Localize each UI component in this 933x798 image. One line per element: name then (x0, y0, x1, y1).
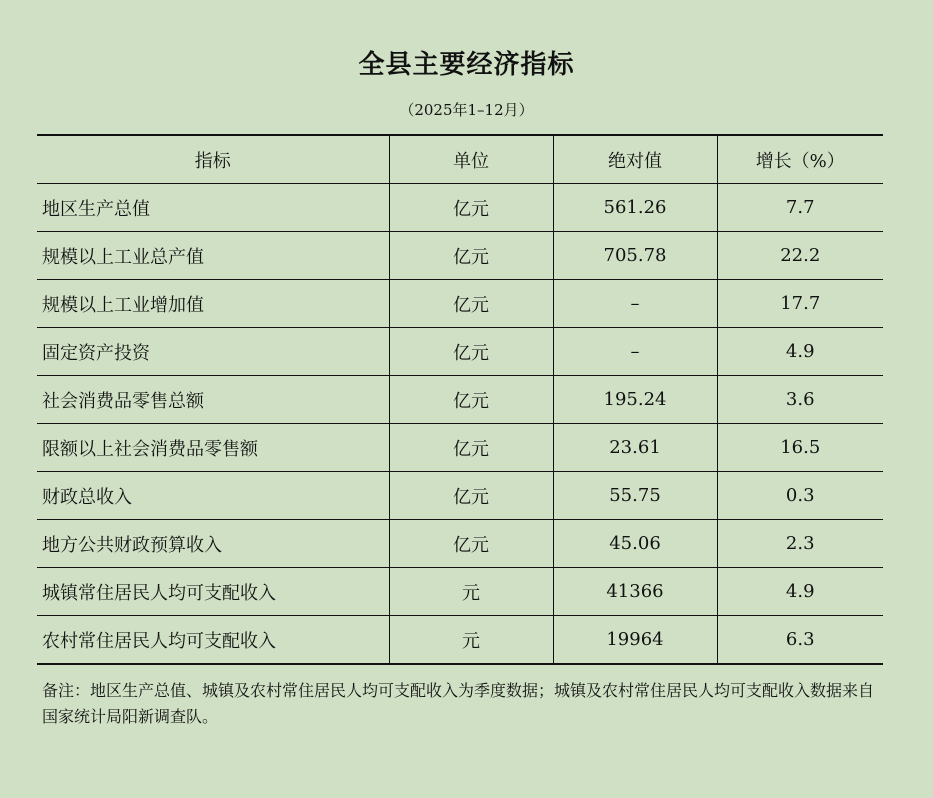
table-body (37, 184, 883, 665)
indicators-table (37, 134, 883, 665)
header-value: 绝对值 (553, 135, 717, 184)
cell-indicator: 城镇常住居民人均可支配收入 (37, 568, 389, 616)
page-subtitle: （2025年1–12月） (399, 101, 534, 119)
page-title: 全县主要经济指标 (358, 50, 575, 80)
cell-indicator: 限额以上社会消费品零售额 (37, 424, 389, 472)
cell-indicator: 地区生产总值 (37, 184, 389, 232)
table-row (37, 616, 883, 665)
cell-growth: 22.2 (717, 232, 883, 280)
cell-indicator: 规模以上工业增加值 (37, 280, 389, 328)
table-row (37, 520, 883, 568)
table-row (37, 424, 883, 472)
cell-growth: 6.3 (717, 616, 883, 665)
cell-indicator: 农村常住居民人均可支配收入 (37, 616, 389, 665)
cell-growth: 7.7 (717, 184, 883, 232)
cell-value: 23.61 (553, 424, 717, 472)
cell-indicator: 财政总收入 (37, 472, 389, 520)
cell-value: 561.26 (553, 184, 717, 232)
table-row (37, 184, 883, 232)
footnote: 备注：地区生产总值、城镇及农村常住居民人均可支配收入为季度数据；城镇及农村常住居民人均可支配收入数据来自国家统计局阳新调查队。 (42, 681, 875, 726)
cell-value: 19964 (553, 616, 717, 665)
cell-unit: 亿元 (389, 232, 553, 280)
cell-growth: 2.3 (717, 520, 883, 568)
cell-unit: 亿元 (389, 520, 553, 568)
cell-value: 41366 (553, 568, 717, 616)
cell-growth: 4.9 (717, 328, 883, 376)
cell-indicator: 社会消费品零售总额 (37, 376, 389, 424)
cell-value: 195.24 (553, 376, 717, 424)
header-growth: 增长（%） (717, 135, 883, 184)
cell-growth: 4.9 (717, 568, 883, 616)
cell-growth: 17.7 (717, 280, 883, 328)
cell-indicator: 固定资产投资 (37, 328, 389, 376)
cell-unit: 元 (389, 568, 553, 616)
cell-unit: 元 (389, 616, 553, 665)
table-row (37, 328, 883, 376)
cell-unit: 亿元 (389, 280, 553, 328)
cell-unit: 亿元 (389, 184, 553, 232)
cell-value: 705.78 (553, 232, 717, 280)
cell-growth: 0.3 (717, 472, 883, 520)
cell-unit: 亿元 (389, 328, 553, 376)
table-row (37, 568, 883, 616)
cell-indicator: 地方公共财政预算收入 (37, 520, 389, 568)
table-row (37, 280, 883, 328)
cell-value: 55.75 (553, 472, 717, 520)
cell-growth: 3.6 (717, 376, 883, 424)
cell-indicator: 规模以上工业总产值 (37, 232, 389, 280)
table-row (37, 232, 883, 280)
table-row (37, 376, 883, 424)
header-indicator: 指标 (37, 135, 389, 184)
cell-value: – (553, 328, 717, 376)
cell-unit: 亿元 (389, 376, 553, 424)
header-unit: 单位 (389, 135, 553, 184)
cell-value: – (553, 280, 717, 328)
cell-unit: 亿元 (389, 472, 553, 520)
cell-value: 45.06 (553, 520, 717, 568)
cell-growth: 16.5 (717, 424, 883, 472)
cell-unit: 亿元 (389, 424, 553, 472)
table-row (37, 472, 883, 520)
table-header-row (37, 135, 883, 184)
